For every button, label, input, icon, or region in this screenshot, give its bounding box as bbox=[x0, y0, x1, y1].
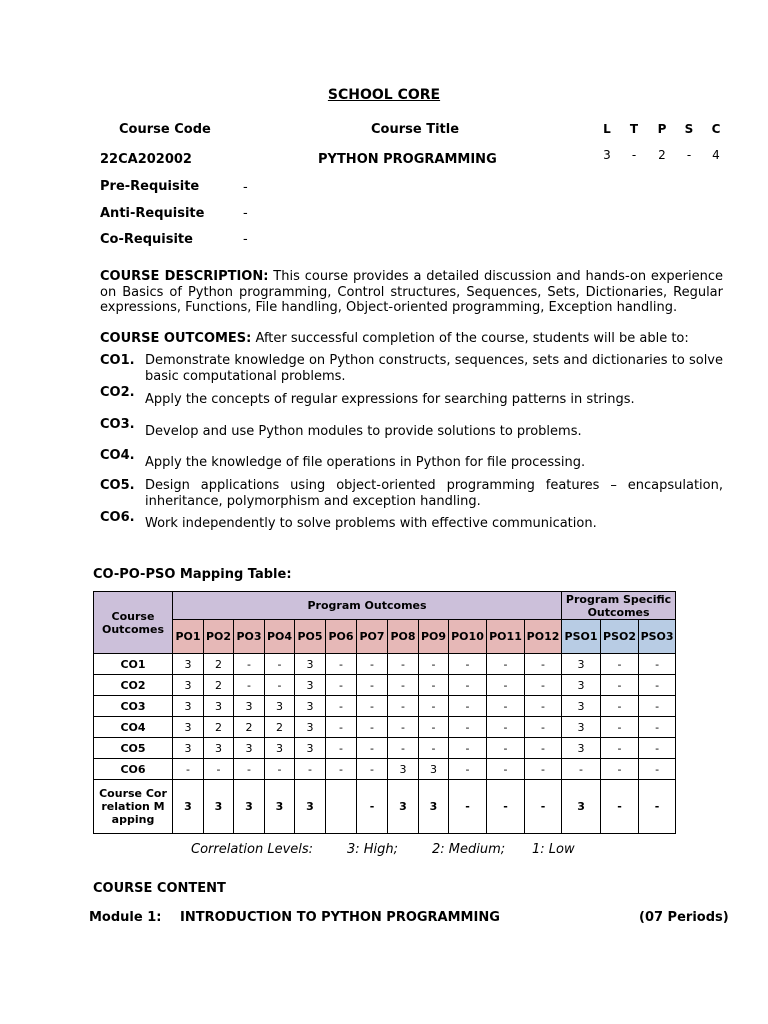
table-cell: 2 bbox=[204, 675, 234, 696]
table-cell: - bbox=[601, 675, 639, 696]
table-cell: - bbox=[487, 696, 525, 717]
row-label: CO5 bbox=[94, 738, 173, 759]
table-cell: - bbox=[487, 654, 525, 675]
course-outcomes-intro-text: After successful completion of the course, students will be able to: bbox=[255, 331, 689, 346]
anti-requisite-label: Anti-Requisite bbox=[100, 206, 205, 221]
table-cell: - bbox=[639, 654, 676, 675]
table-cell: 3 bbox=[173, 717, 204, 738]
column-header-po5: PO5 bbox=[295, 620, 326, 654]
course-description bbox=[100, 269, 723, 316]
mapping-table-body bbox=[94, 654, 676, 834]
table-cell: 3 bbox=[388, 759, 419, 780]
row-label: CO2 bbox=[94, 675, 173, 696]
table-cell: - bbox=[449, 759, 487, 780]
table-cell: - bbox=[449, 717, 487, 738]
table-cell: - bbox=[388, 654, 419, 675]
co3-text: Develop and use Python modules to provide solutions to problems. bbox=[145, 424, 582, 439]
correlation-levels-label: Correlation Levels: bbox=[191, 842, 314, 857]
table-cell: - bbox=[487, 675, 525, 696]
correlation-cell: 3 bbox=[562, 780, 601, 834]
mapping-table-title: CO-PO-PSO Mapping Table: bbox=[93, 567, 292, 582]
co-requisite-label: Co-Requisite bbox=[100, 232, 193, 247]
co-requisite-value: - bbox=[243, 232, 248, 247]
table-cell: - bbox=[357, 654, 388, 675]
table-cell: - bbox=[449, 696, 487, 717]
co6-label: CO6. bbox=[100, 510, 135, 525]
table-cell: - bbox=[601, 738, 639, 759]
co4-text: Apply the knowledge of file operations in Python for file processing. bbox=[145, 455, 586, 470]
ltpsc-label-s: S bbox=[684, 122, 694, 136]
table-row bbox=[94, 759, 676, 780]
co1-label: CO1. bbox=[100, 353, 135, 368]
column-header-pso1: PSO1 bbox=[562, 620, 601, 654]
table-cell: - bbox=[326, 717, 357, 738]
table-cell: - bbox=[234, 759, 265, 780]
correlation-cell: 3 bbox=[234, 780, 265, 834]
table-cell: - bbox=[265, 759, 295, 780]
table-cell: - bbox=[487, 759, 525, 780]
table-cell: - bbox=[639, 717, 676, 738]
table-cell: 3 bbox=[234, 696, 265, 717]
correlation-row bbox=[94, 780, 676, 834]
table-cell: 3 bbox=[204, 738, 234, 759]
co3-label: CO3. bbox=[100, 417, 135, 432]
table-row bbox=[94, 675, 676, 696]
correlation-level-medium: 2: Medium; bbox=[432, 842, 506, 857]
column-header-po8: PO8 bbox=[388, 620, 419, 654]
table-cell: - bbox=[525, 738, 562, 759]
table-cell: - bbox=[419, 696, 449, 717]
correlation-cell: - bbox=[487, 780, 525, 834]
correlation-cell: 3 bbox=[419, 780, 449, 834]
correlation-cell: 3 bbox=[265, 780, 295, 834]
ltpsc-value-t: - bbox=[631, 148, 637, 162]
table-cell: - bbox=[204, 759, 234, 780]
table-cell: - bbox=[265, 654, 295, 675]
table-cell: 3 bbox=[234, 738, 265, 759]
ltpsc-label-l: L bbox=[603, 122, 611, 136]
table-cell: - bbox=[639, 738, 676, 759]
co5-label: CO5. bbox=[100, 478, 135, 493]
row-label: CO4 bbox=[94, 717, 173, 738]
co4-label: CO4. bbox=[100, 448, 135, 463]
co1-text: Demonstrate knowledge on Python constructs, sequences, sets and dictionaries to solve basic computational problems. bbox=[145, 353, 723, 384]
ltpsc-label-t: T bbox=[629, 122, 639, 136]
column-header-pso3: PSO3 bbox=[639, 620, 676, 654]
course-title: PYTHON PROGRAMMING bbox=[318, 152, 497, 167]
ltpsc-value-c: 4 bbox=[712, 148, 720, 162]
course-description-label: COURSE DESCRIPTION: bbox=[100, 269, 269, 284]
table-cell: - bbox=[419, 675, 449, 696]
ltpsc-value-s: - bbox=[686, 148, 692, 162]
table-cell: - bbox=[388, 675, 419, 696]
course-title-label: Course Title bbox=[371, 122, 460, 137]
correlation-cell: 3 bbox=[295, 780, 326, 834]
table-cell: - bbox=[419, 738, 449, 759]
table-cell: - bbox=[525, 759, 562, 780]
column-header-po12: PO12 bbox=[525, 620, 562, 654]
column-header-row bbox=[94, 620, 676, 654]
row-label: CO3 bbox=[94, 696, 173, 717]
column-header-po6: PO6 bbox=[326, 620, 357, 654]
table-cell: 3 bbox=[265, 696, 295, 717]
column-header-po9: PO9 bbox=[419, 620, 449, 654]
table-cell: - bbox=[601, 654, 639, 675]
table-cell: 2 bbox=[204, 654, 234, 675]
table-cell: - bbox=[639, 759, 676, 780]
course-outcomes-header: Course Outcomes bbox=[94, 592, 173, 654]
column-header-po11: PO11 bbox=[487, 620, 525, 654]
correlation-cell: - bbox=[449, 780, 487, 834]
correlation-cell: 3 bbox=[388, 780, 419, 834]
table-cell: 3 bbox=[562, 654, 601, 675]
table-cell: 3 bbox=[295, 654, 326, 675]
table-cell: 3 bbox=[295, 696, 326, 717]
co2-text: Apply the concepts of regular expressions for searching patterns in strings. bbox=[145, 392, 635, 407]
table-cell: - bbox=[326, 654, 357, 675]
co2-label: CO2. bbox=[100, 385, 135, 400]
course-description-text: This course provides a detailed discussion and hands-on experience on Basics of Python programming, Control structures, Sequences, Sets, Dictionaries, Regular expressions, Functions, File handling, Object-oriented programming, Exception handling. bbox=[100, 269, 723, 315]
column-header-po4: PO4 bbox=[265, 620, 295, 654]
table-cell: - bbox=[326, 738, 357, 759]
table-cell: 3 bbox=[204, 696, 234, 717]
co-po-pso-mapping-table bbox=[93, 591, 676, 834]
table-cell: - bbox=[326, 759, 357, 780]
table-cell: - bbox=[357, 759, 388, 780]
column-header-po2: PO2 bbox=[204, 620, 234, 654]
table-cell: 3 bbox=[562, 717, 601, 738]
table-cell: - bbox=[562, 759, 601, 780]
module-1-label: Module 1: bbox=[89, 910, 162, 925]
column-header-po7: PO7 bbox=[357, 620, 388, 654]
table-cell: - bbox=[388, 738, 419, 759]
table-cell: 3 bbox=[295, 738, 326, 759]
table-cell: 3 bbox=[562, 738, 601, 759]
ltpsc-label-c: C bbox=[711, 122, 721, 136]
correlation-cell: - bbox=[601, 780, 639, 834]
table-cell: 3 bbox=[562, 696, 601, 717]
table-cell: - bbox=[388, 696, 419, 717]
table-cell: 3 bbox=[295, 675, 326, 696]
table-row bbox=[94, 717, 676, 738]
column-header-po3: PO3 bbox=[234, 620, 265, 654]
course-outcomes-intro bbox=[100, 331, 723, 347]
row-label: CO1 bbox=[94, 654, 173, 675]
table-cell: 2 bbox=[265, 717, 295, 738]
table-cell: - bbox=[326, 696, 357, 717]
table-cell: - bbox=[173, 759, 204, 780]
table-cell: 2 bbox=[234, 717, 265, 738]
table-cell: - bbox=[419, 654, 449, 675]
table-cell: - bbox=[601, 759, 639, 780]
pre-requisite-value: - bbox=[243, 180, 248, 195]
table-cell: - bbox=[357, 696, 388, 717]
table-cell: - bbox=[525, 696, 562, 717]
correlation-cell: 3 bbox=[204, 780, 234, 834]
column-header-po1: PO1 bbox=[173, 620, 204, 654]
table-cell: 3 bbox=[562, 675, 601, 696]
table-cell: - bbox=[525, 675, 562, 696]
table-row bbox=[94, 696, 676, 717]
correlation-level-low: 1: Low bbox=[532, 842, 575, 857]
correlation-cell: - bbox=[357, 780, 388, 834]
program-outcomes-header: Program Outcomes bbox=[173, 592, 562, 620]
correlation-cell: 3 bbox=[173, 780, 204, 834]
correlation-cell: - bbox=[525, 780, 562, 834]
ltpsc-label-p: P bbox=[657, 122, 667, 136]
table-cell: - bbox=[419, 717, 449, 738]
correlation-cell: - bbox=[639, 780, 676, 834]
table-cell: 3 bbox=[173, 696, 204, 717]
module-1-title: INTRODUCTION TO PYTHON PROGRAMMING bbox=[180, 910, 500, 925]
table-cell: - bbox=[388, 717, 419, 738]
co5-text: Design applications using object-oriented programming features – encapsulation, inheritance, polymorphism and exception handling. bbox=[145, 478, 723, 509]
course-code: 22CA202002 bbox=[100, 152, 192, 167]
table-cell: - bbox=[449, 654, 487, 675]
row-label: CO6 bbox=[94, 759, 173, 780]
column-header-po10: PO10 bbox=[449, 620, 487, 654]
table-cell: - bbox=[487, 717, 525, 738]
table-cell: - bbox=[265, 675, 295, 696]
correlation-row-label: Course Correlation Mapping bbox=[94, 780, 173, 834]
column-header-pso2: PSO2 bbox=[601, 620, 639, 654]
table-cell: - bbox=[295, 759, 326, 780]
table-cell: 3 bbox=[173, 654, 204, 675]
table-cell: - bbox=[234, 654, 265, 675]
table-cell: - bbox=[601, 696, 639, 717]
table-cell: - bbox=[357, 675, 388, 696]
pre-requisite-label: Pre-Requisite bbox=[100, 179, 200, 194]
table-cell: 2 bbox=[204, 717, 234, 738]
course-outcomes-label: COURSE OUTCOMES: bbox=[100, 331, 252, 346]
table-cell: - bbox=[487, 738, 525, 759]
ltpsc-value-l: 3 bbox=[603, 148, 611, 162]
course-code-label: Course Code bbox=[119, 122, 211, 137]
table-cell: 3 bbox=[295, 717, 326, 738]
program-specific-outcomes-header: Program Specific Outcomes bbox=[562, 592, 676, 620]
table-cell: - bbox=[234, 675, 265, 696]
table-cell: 3 bbox=[265, 738, 295, 759]
course-content-heading: COURSE CONTENT bbox=[93, 881, 226, 896]
correlation-cell bbox=[326, 780, 357, 834]
school-core-heading: SCHOOL CORE bbox=[327, 87, 441, 103]
table-cell: - bbox=[449, 738, 487, 759]
ltpsc-value-p: 2 bbox=[658, 148, 666, 162]
table-cell: - bbox=[525, 717, 562, 738]
table-cell: - bbox=[525, 654, 562, 675]
co6-text: Work independently to solve problems with effective communication. bbox=[145, 516, 597, 531]
correlation-level-high: 3: High; bbox=[347, 842, 399, 857]
table-cell: 3 bbox=[173, 738, 204, 759]
table-cell: - bbox=[357, 738, 388, 759]
module-1-periods: (07 Periods) bbox=[639, 910, 729, 925]
table-cell: - bbox=[601, 717, 639, 738]
table-cell: - bbox=[326, 675, 357, 696]
table-cell: - bbox=[357, 717, 388, 738]
anti-requisite-value: - bbox=[243, 206, 248, 221]
table-cell: 3 bbox=[419, 759, 449, 780]
table-row bbox=[94, 738, 676, 759]
table-cell: 3 bbox=[173, 675, 204, 696]
table-cell: - bbox=[639, 696, 676, 717]
table-row bbox=[94, 654, 676, 675]
table-cell: - bbox=[639, 675, 676, 696]
table-cell: - bbox=[449, 675, 487, 696]
